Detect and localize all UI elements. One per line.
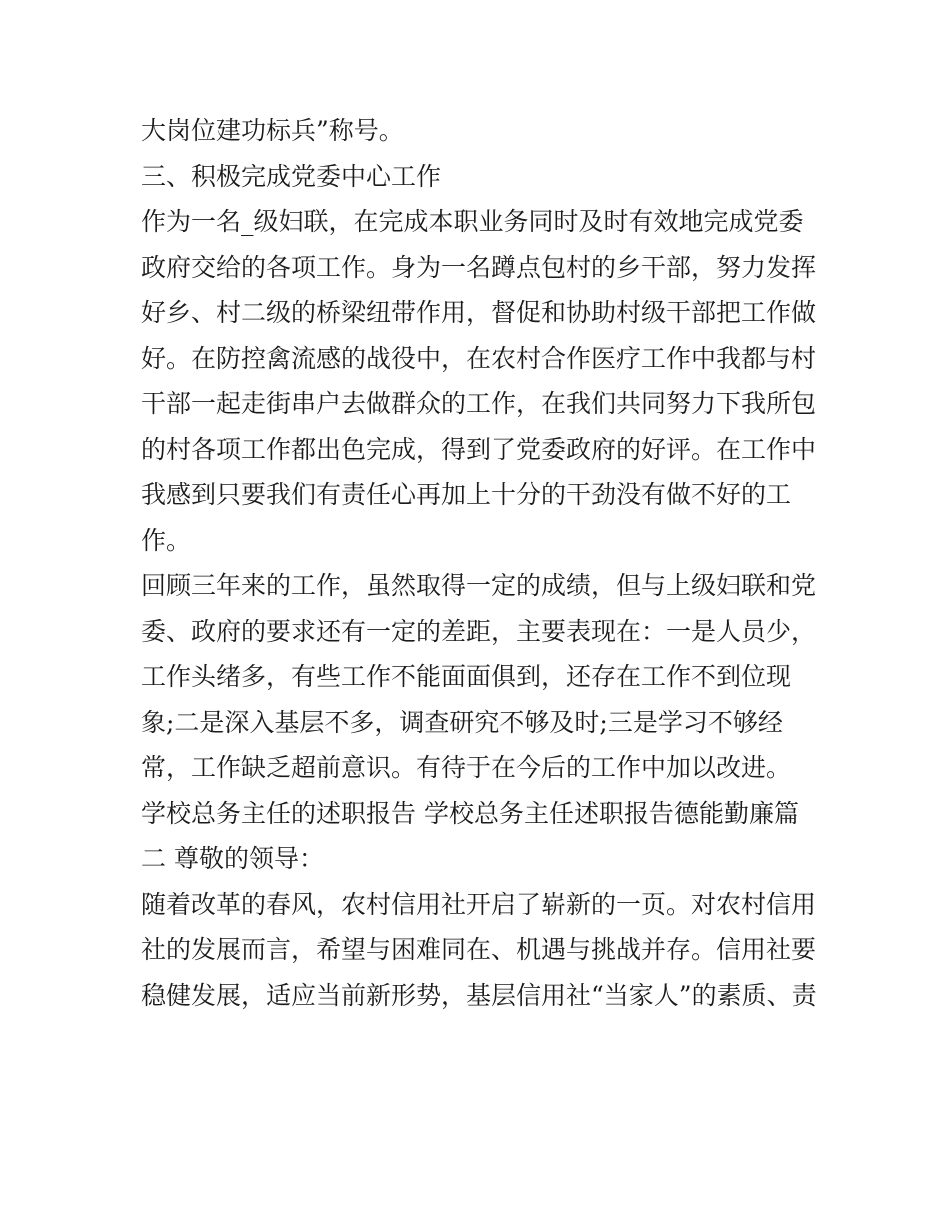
text-line: 大岗位建功标兵”称号。 [141, 116, 404, 145]
text-line: 作。 [141, 525, 192, 555]
text-line: 象;二是深入基层不多，调查研究不够及时;三是学习不够经 [141, 707, 783, 737]
text-line: 政府交给的各项工作。身为一名蹲点包村的乡干部，努力发挥 [141, 252, 817, 282]
section-heading: 三、积极完成党委中心工作 [141, 161, 442, 191]
text-line: 好乡、村二级的桥梁纽带作用，督促和协助村级干部把工作做 [141, 298, 817, 327]
document-body [141, 108, 821, 1018]
text-line: 的村各项工作都出色完成，得到了党委政府的好评。在工作中 [141, 434, 817, 464]
text-line: 稳健发展，适应当前新形势，基层信用社“当家人”的素质、责 [141, 980, 817, 1010]
text-line: 好。在防控禽流感的战役中，在农村合作医疗工作中我都与村 [141, 343, 817, 373]
report-title-line: 学校总务主任的述职报告 学校总务主任述职报告德能勤廉篇 [141, 798, 799, 828]
text-line: 回顾三年来的工作，虽然取得一定的成绩，但与上级妇联和党 [141, 571, 817, 600]
text-line: 干部一起走街串户去做群众的工作，在我们共同努力下我所包 [141, 389, 817, 418]
text-line: 工作头绪多，有些工作不能面面俱到，还存在工作不到位现 [141, 662, 792, 691]
text-line: 社的发展而言，希望与困难同在、机遇与挑战并存。信用社要 [141, 935, 817, 964]
text-line: 作为一名_级妇联，在完成本职业务同时及时有效地完成党委 [141, 207, 804, 236]
text-line: 我感到只要我们有责任心再加上十分的干劲没有做不好的工 [141, 480, 792, 509]
text-line: 委、政府的要求还有一定的差距，主要表现在：一是人员少， [141, 616, 817, 646]
text-line: 随着改革的春风，农村信用社开启了崭新的一页。对农村信用 [141, 889, 817, 919]
text-line: 常，工作缺乏超前意识。有待于在今后的工作中加以改进。 [141, 753, 792, 782]
salutation-line: 二 尊敬的领导： [141, 844, 324, 873]
